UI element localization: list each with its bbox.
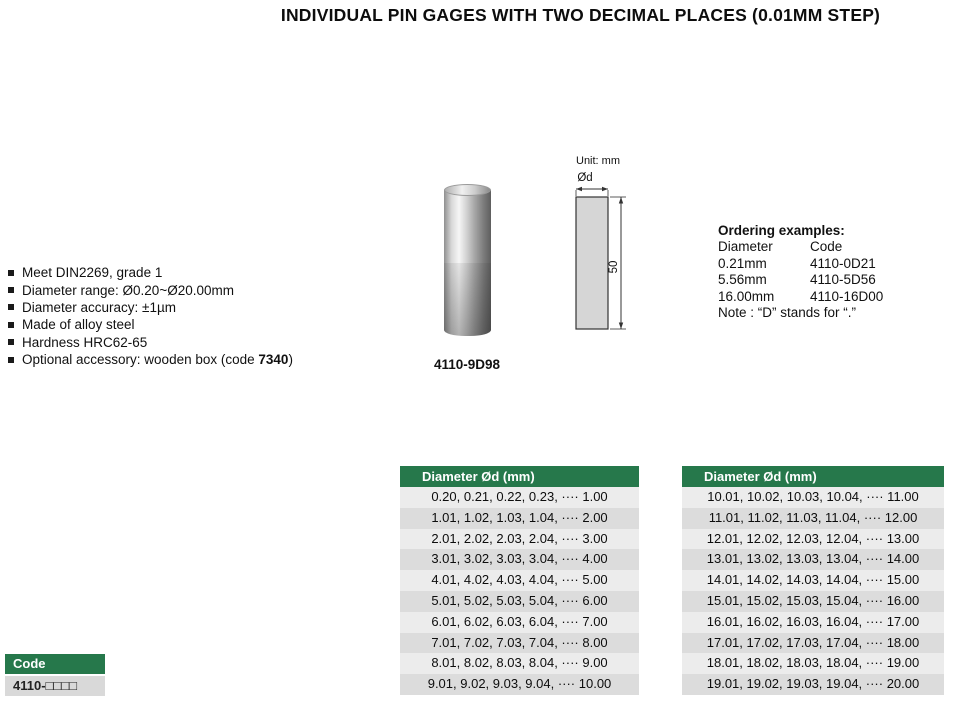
- table-row: 7.01, 7.02, 7.03, 7.04, ···· 8.00: [400, 633, 639, 654]
- code-box-value: 4110-□□□□: [5, 676, 105, 696]
- feature-text: Made of alloy steel: [22, 317, 135, 333]
- table-header: Diameter Ød (mm): [682, 466, 944, 487]
- feature-item: [8, 281, 293, 298]
- code-box-header: Code: [5, 654, 105, 674]
- square-bullet-icon: [8, 322, 14, 328]
- unit-label: Unit: mm: [576, 155, 620, 167]
- feature-text: Hardness HRC62-65: [22, 334, 148, 350]
- diameter-dimension-label: Ød: [577, 172, 593, 184]
- feature-item: [8, 264, 293, 281]
- ordering-note: Note : “D” stands for “.”: [718, 305, 857, 320]
- ordering-col-code: Code: [810, 239, 843, 254]
- square-bullet-icon: [8, 357, 14, 363]
- feature-text: Diameter range: Ø0.20~Ø20.00mm: [22, 282, 234, 298]
- feature-item: [8, 299, 293, 316]
- feature-text: Meet DIN2269, grade 1: [22, 265, 163, 281]
- table-row: 13.01, 13.02, 13.03, 13.04, ···· 14.00: [682, 549, 944, 570]
- table-row: 5.01, 5.02, 5.03, 5.04, ···· 6.00: [400, 591, 639, 612]
- pin-body: [444, 190, 491, 336]
- table-header: Diameter Ød (mm): [400, 466, 639, 487]
- feature-text: Diameter accuracy: ±1µm: [22, 299, 176, 315]
- table-row: 17.01, 17.02, 17.03, 17.04, ···· 18.00: [682, 633, 944, 654]
- table-row: 9.01, 9.02, 9.03, 9.04, ···· 10.00: [400, 674, 639, 695]
- pin-outline-diagram: [558, 167, 648, 339]
- feature-item: [8, 316, 293, 333]
- table-row: 11.01, 11.02, 11.03, 11.04, ···· 12.00: [682, 508, 944, 529]
- feature-item: [8, 351, 293, 368]
- diameter-table-1: [400, 466, 639, 695]
- ordering-col-diameter: Diameter: [718, 239, 773, 254]
- ordering-code: 4110-16D00: [810, 288, 884, 304]
- table-row: 18.01, 18.02, 18.03, 18.04, ···· 19.00: [682, 653, 944, 674]
- pin-gage-photo: [444, 184, 491, 336]
- pin-top-cap: [444, 184, 491, 196]
- feature-item: [8, 334, 293, 351]
- square-bullet-icon: [8, 304, 14, 310]
- table-row: 15.01, 15.02, 15.03, 15.04, ···· 16.00: [682, 591, 944, 612]
- table-row: 8.01, 8.02, 8.03, 8.04, ···· 9.00: [400, 653, 639, 674]
- ordering-code: 4110-5D56: [810, 272, 876, 287]
- square-bullet-icon: [8, 339, 14, 345]
- product-code-label: 4110-9D98: [433, 357, 501, 372]
- table-row: 3.01, 3.02, 3.03, 3.04, ···· 4.00: [400, 549, 639, 570]
- table-row: 0.20, 0.21, 0.22, 0.23, ···· 1.00: [400, 487, 639, 508]
- feature-text: Optional accessory: wooden box (code 7340): [22, 352, 293, 368]
- ordering-column-headers: [718, 239, 928, 256]
- table-row: 10.01, 10.02, 10.03, 10.04, ···· 11.00: [682, 487, 944, 508]
- ordering-row: [718, 256, 928, 273]
- ordering-row: [718, 272, 928, 289]
- table-row: 16.01, 16.02, 16.03, 16.04, ···· 17.00: [682, 612, 944, 633]
- ordering-diameter: 5.56mm: [718, 272, 767, 287]
- ordering-examples: [718, 222, 928, 322]
- ordering-diameter: 16.00mm: [718, 288, 775, 304]
- table-row: 12.01, 12.02, 12.03, 12.04, ···· 13.00: [682, 529, 944, 550]
- diameter-table-2: [682, 466, 944, 695]
- ordering-diameter: 0.21mm: [718, 255, 767, 271]
- table-row: 1.01, 1.02, 1.03, 1.04, ···· 2.00: [400, 508, 639, 529]
- table-row: 19.01, 19.02, 19.03, 19.04, ···· 20.00: [682, 674, 944, 695]
- features-list: [8, 264, 293, 368]
- square-bullet-icon: [8, 270, 14, 276]
- length-dimension-label: 50: [608, 260, 620, 274]
- dimension-drawing: [558, 155, 648, 345]
- ordering-heading: Ordering examples:: [718, 223, 845, 238]
- accessory-code: 7340: [258, 352, 289, 368]
- table-row: 2.01, 2.02, 2.03, 2.04, ···· 3.00: [400, 529, 639, 550]
- square-bullet-icon: [8, 287, 14, 293]
- table-row: 6.01, 6.02, 6.03, 6.04, ···· 7.00: [400, 612, 639, 633]
- table-row: 4.01, 4.02, 4.03, 4.04, ···· 5.00: [400, 570, 639, 591]
- pin-outline-rect: [576, 197, 608, 329]
- ordering-code: 4110-0D21: [810, 255, 876, 271]
- ordering-row: [718, 289, 928, 306]
- code-box: [5, 654, 105, 696]
- table-row: 14.01, 14.02, 14.03, 14.04, ···· 15.00: [682, 570, 944, 591]
- page-title: INDIVIDUAL PIN GAGES WITH TWO DECIMAL PLACES (0.01MM STEP): [280, 5, 881, 25]
